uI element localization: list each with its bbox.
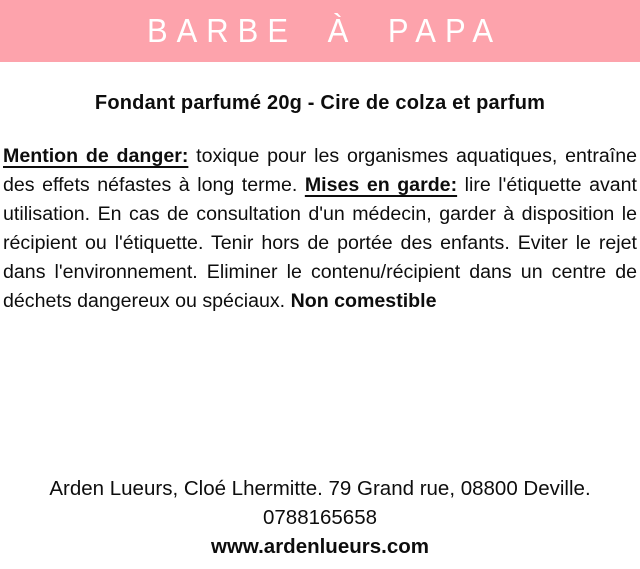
hazard-statement-text: toxique pour les organismes aquatiques, entraîne des effets néfastes à long terme. (3, 145, 637, 196)
warning-paragraph (3, 142, 637, 316)
not-edible-label: Non comestible (290, 290, 437, 312)
banner (0, 0, 640, 62)
footer (0, 474, 640, 561)
banner-title: BARBE À PAPA (146, 11, 503, 50)
precaution-text: lire l'étiquette avant utilisation. En cas de consultation d'un médecin, garder à disposition le récipient ou l'étiquette. Tenir hors de portée des enfants. Eviter le rejet dans l'environnement. Eliminer le contenu/récipient dans un centre de déchets dangereux ou spéciaux. (3, 174, 638, 312)
precaution-label: Mises en garde: (304, 174, 458, 196)
hazard-statement-label: Mention de danger: (3, 145, 189, 167)
footer-phone: 0788165658 (262, 506, 377, 529)
footer-address: Arden Lueurs, Cloé Lhermitte. 79 Grand rue, 08800 Deville. (49, 477, 591, 500)
product-title: Fondant parfumé 20g - Cire de colza et parfum (94, 92, 546, 114)
footer-website: www.ardenlueurs.com (211, 535, 429, 558)
